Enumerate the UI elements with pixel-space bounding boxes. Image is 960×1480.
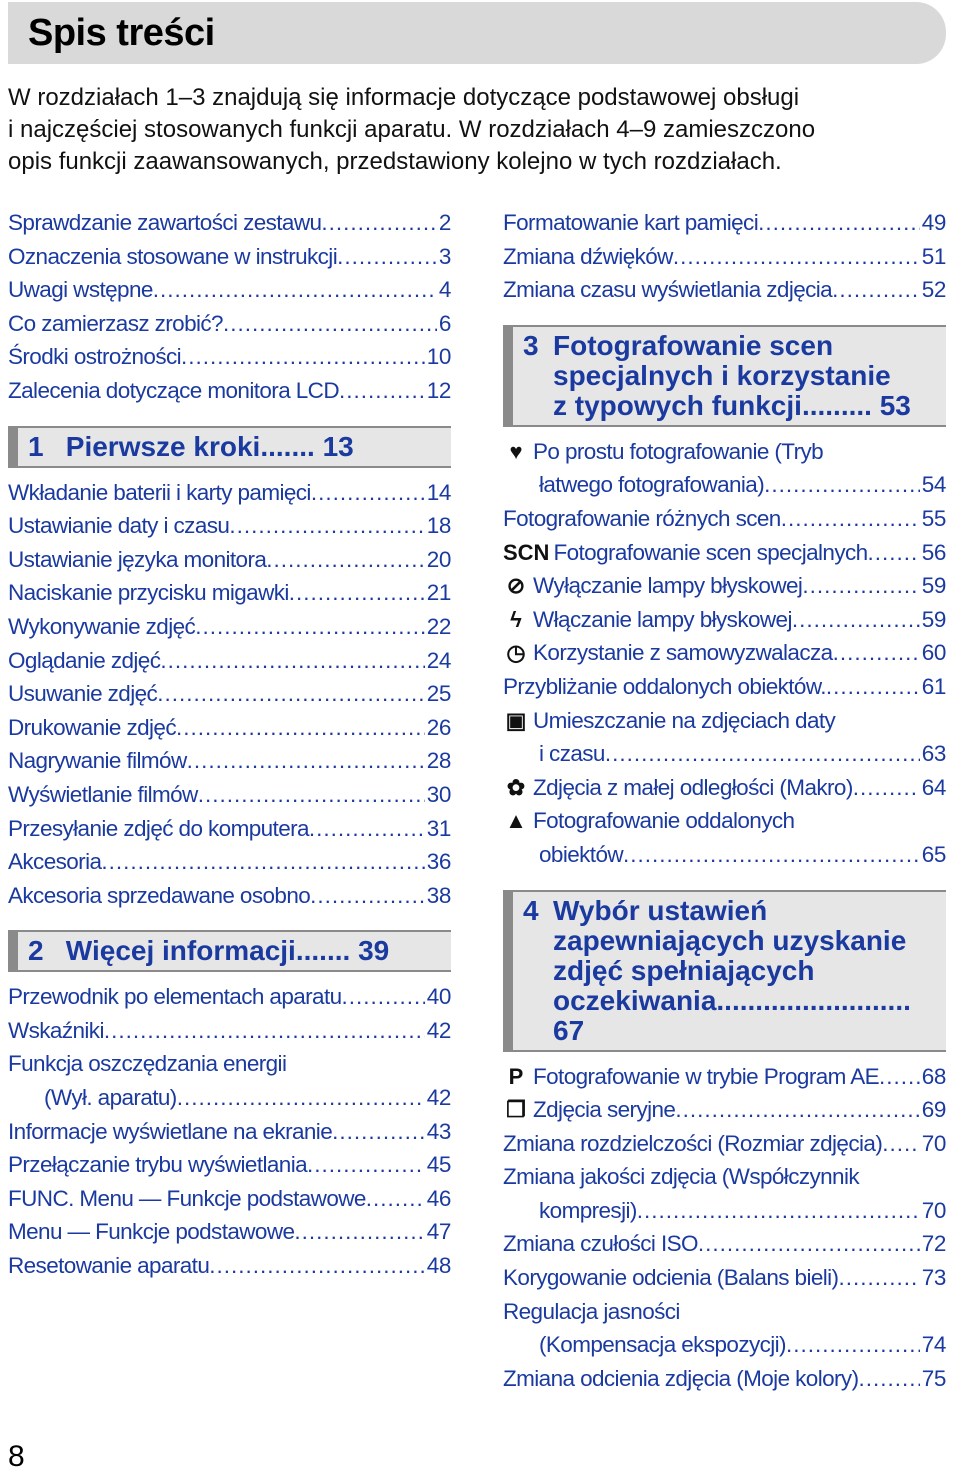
leader-dots <box>307 1148 425 1182</box>
toc-entry-page: 52 <box>921 277 946 303</box>
toc-entry[interactable] <box>8 307 451 341</box>
toc-entry-page: 43 <box>426 1118 451 1144</box>
leader-dots <box>337 240 437 274</box>
toc-entry-page: 12 <box>426 377 451 403</box>
toc-entry-label: Sprawdzanie zawartości zestawu <box>8 210 322 235</box>
toc-entry-page: 42 <box>426 1017 451 1043</box>
toc-entry[interactable] <box>503 435 946 469</box>
leader-dots <box>853 771 920 805</box>
toc-entry[interactable] <box>503 1362 946 1396</box>
chapter-title: Więcej informacji <box>65 935 296 967</box>
toc-entry-label: Przełączanie trybu wyświetlania <box>8 1152 308 1178</box>
toc-entry[interactable] <box>503 737 946 771</box>
page-number: 8 <box>8 1440 25 1473</box>
leader-dots <box>309 812 425 846</box>
toc-entry[interactable] <box>503 1328 946 1362</box>
toc-entry-page: 3 <box>438 243 451 269</box>
leader-dots <box>339 374 425 408</box>
leader-dots <box>310 879 425 913</box>
toc-entry-label: FUNC. Menu — Funkcje podstawowe <box>8 1185 366 1211</box>
toc-entry-label: Oznaczenia stosowane w instrukcji <box>8 243 338 269</box>
leader-dots <box>673 240 920 274</box>
toc-entry-label: Co zamierzasz zrobić? <box>8 310 223 336</box>
toc-entry-label: Zdjęcia z małej odległości (Makro) <box>533 774 853 800</box>
toc-entry-label: Zmiana czasu wyświetlania zdjęcia <box>503 277 833 303</box>
leader-dots <box>195 610 425 644</box>
toc-entry[interactable] <box>8 812 451 846</box>
intro-paragraph <box>8 82 908 178</box>
toc-entry-label: Zmiana dźwięków <box>503 243 673 269</box>
toc-entry-page: 47 <box>426 1219 451 1245</box>
leader-dots <box>266 543 424 577</box>
toc-entry-label: Wyłączanie lampy błyskowej <box>533 573 803 599</box>
leader-dots <box>781 502 920 536</box>
toc-entry-page: 74 <box>921 1332 946 1358</box>
toc-entry[interactable] <box>8 1115 451 1149</box>
toc-entry[interactable] <box>503 1093 946 1127</box>
toc-entry-label: i czasu <box>539 741 605 767</box>
date-stamp-icon: ▣ <box>505 707 527 733</box>
toc-entry[interactable] <box>503 468 946 502</box>
leader-dots <box>177 1081 425 1115</box>
leader-dots <box>157 677 425 711</box>
toc-entry-label: Akcesoria <box>8 849 102 875</box>
toc-entry[interactable] <box>503 1060 946 1094</box>
leader-dots <box>101 845 424 879</box>
toc-entry[interactable] <box>503 273 946 307</box>
leader-dots <box>623 838 920 872</box>
toc-entry-label: Wskaźniki <box>8 1017 104 1043</box>
chapter-page: 53 <box>879 389 911 421</box>
chapter-title-line: zapewniających uzyskanie <box>553 924 907 956</box>
leader-dots <box>176 711 425 745</box>
leader-dots <box>802 569 919 603</box>
toc-entry-label: Fotografowanie scen specjalnych <box>553 539 868 565</box>
toc-entry[interactable] <box>8 677 451 711</box>
toc-entry[interactable] <box>503 569 946 603</box>
leader-dots <box>160 644 424 678</box>
toc-entry-page: 45 <box>426 1152 451 1178</box>
toc-entry[interactable] <box>8 1047 451 1081</box>
chapter-page: 13 <box>322 430 354 462</box>
toc-entry-page: 68 <box>921 1063 946 1089</box>
toc-entry-page: 64 <box>921 774 946 800</box>
toc-entry[interactable] <box>8 778 451 812</box>
page-title: Spis treści <box>28 12 215 54</box>
toc-entry-label: Korygowanie odcienia (Balans bieli) <box>503 1265 839 1291</box>
leader-dots <box>832 273 920 307</box>
chapter-dots: ....... <box>260 430 315 462</box>
leader-dots <box>153 273 437 307</box>
program-icon: P <box>508 1063 524 1089</box>
toc-entry-label: obiektów <box>539 841 624 867</box>
toc-entry-label: Oglądanie zdjęć <box>8 647 161 673</box>
toc-entry-label: Zmiana odcienia zdjęcia (Moje kolory) <box>503 1365 859 1391</box>
chapter-title: Pierwsze kroki <box>65 430 261 462</box>
chapter-4-heading[interactable] <box>503 890 946 1052</box>
toc-entry-label: Uwagi wstępne <box>8 277 153 303</box>
toc-entry-page: 69 <box>921 1097 946 1123</box>
toc-entry-page: 72 <box>921 1231 946 1257</box>
toc-entry-page: 46 <box>426 1185 451 1211</box>
intro-line: opis funkcji zaawansowanych, przedstawiony kolejno w tych rozdziałach. <box>8 148 782 175</box>
toc-entry[interactable] <box>8 476 451 510</box>
toc-entry-label: Nagrywanie filmów <box>8 748 187 774</box>
toc-entry-label: Zmiana czułości ISO <box>503 1231 698 1257</box>
leader-dots <box>289 576 425 610</box>
leader-dots <box>786 1328 920 1362</box>
chapter-number: 3 <box>523 329 539 361</box>
leader-dots <box>366 1182 425 1216</box>
toc-entry[interactable] <box>503 1295 946 1329</box>
toc-entry[interactable] <box>503 1261 946 1295</box>
toc-entry-page: 59 <box>921 573 946 599</box>
toc-entry[interactable] <box>8 576 451 610</box>
toc-entry[interactable] <box>8 845 451 879</box>
toc-entry[interactable] <box>8 744 451 778</box>
toc-entry-page: 24 <box>426 647 451 673</box>
self-timer-icon: ◷ <box>506 640 526 666</box>
chapter-title-line: oczekiwania <box>553 984 717 1016</box>
toc-entry-page: 48 <box>426 1253 451 1279</box>
toc-entry-label: Po prostu fotografowanie (Tryb <box>533 438 824 464</box>
chapter-dots: ....... <box>295 935 351 967</box>
toc-section-chapter-3 <box>503 435 946 872</box>
toc-section-chapter-4 <box>503 1060 946 1396</box>
chapter-dots: ......................... <box>716 984 911 1016</box>
toc-entry[interactable] <box>503 771 946 805</box>
toc-entry[interactable] <box>8 240 451 274</box>
toc-entry-label: Fotografowanie oddalonych <box>533 808 795 834</box>
chapter-page: 67 <box>553 1014 585 1046</box>
toc-entry-page: 56 <box>921 539 946 565</box>
toc-entry[interactable] <box>503 240 946 274</box>
toc-entry[interactable] <box>503 206 946 240</box>
toc-entry[interactable] <box>503 603 946 637</box>
toc-entry[interactable] <box>8 273 451 307</box>
toc-entry[interactable] <box>8 509 451 543</box>
chapter-title-line: Wybór ustawień <box>553 894 768 926</box>
toc-entry-page: 54 <box>921 472 946 498</box>
toc-entry-label: Ustawianie daty i czasu <box>8 513 230 539</box>
toc-entry[interactable] <box>503 804 946 838</box>
leader-dots <box>637 1194 920 1228</box>
toc-entry[interactable] <box>8 1014 451 1048</box>
toc-entry-page: 25 <box>426 681 451 707</box>
leader-dots <box>311 476 425 510</box>
macro-icon: ✿ <box>506 774 526 800</box>
toc-entry[interactable] <box>8 340 451 374</box>
toc-entry-page: 38 <box>426 882 451 908</box>
leader-dots <box>833 636 920 670</box>
toc-entry-label: Fotografowanie różnych scen <box>503 505 781 531</box>
toc-entry[interactable] <box>8 711 451 745</box>
leader-dots <box>187 744 425 778</box>
leader-dots <box>332 1115 425 1149</box>
toc-entry-label: Przewodnik po elementach aparatu <box>8 984 342 1010</box>
toc-entry-label: Korzystanie z samowyzwalacza <box>533 640 833 666</box>
toc-entry-page: 28 <box>426 748 451 774</box>
toc-entry[interactable] <box>8 374 451 408</box>
leader-dots <box>229 509 424 543</box>
toc-entry-label: kompresji) <box>539 1197 637 1223</box>
toc-entry-label: Ustawianie języka monitora <box>8 546 267 572</box>
toc-entry[interactable] <box>8 879 451 913</box>
toc-entry-page: 4 <box>438 277 451 303</box>
toc-section-chapter-1 <box>8 476 451 913</box>
toc-entry-label: Przesyłanie zdjęć do komputera <box>8 815 309 841</box>
toc-entry-page: 18 <box>426 513 451 539</box>
toc-entry-label: (Kompensacja ekspozycji) <box>539 1332 786 1358</box>
leader-dots <box>758 206 920 240</box>
toc-entry-page: 26 <box>426 714 451 740</box>
toc-entry-page: 61 <box>921 673 946 699</box>
toc-entry[interactable] <box>503 536 946 570</box>
flash-off-icon: ⊘ <box>506 573 526 599</box>
toc-entry-page: 31 <box>426 815 451 841</box>
continuous-icon: ❐ <box>506 1097 526 1123</box>
chapter-number: 1 <box>28 430 44 462</box>
chapter-title-line: specjalnych i korzystanie <box>553 359 891 391</box>
leader-dots <box>605 737 920 771</box>
toc-entry-label: Formatowanie kart pamięci <box>503 210 759 235</box>
toc-entry[interactable] <box>8 610 451 644</box>
leader-dots <box>104 1014 425 1048</box>
leader-dots <box>209 1249 425 1283</box>
toc-entry-label: Naciskanie przycisku migawki <box>8 580 289 606</box>
toc-entry-label: Fotografowanie w trybie Program AE <box>533 1063 880 1089</box>
toc-entry-page: 30 <box>426 781 451 807</box>
toc-entry-page: 75 <box>921 1365 946 1391</box>
toc-entry-label: Wykonywanie zdjęć <box>8 613 196 639</box>
toc-entry[interactable] <box>8 543 451 577</box>
leader-dots <box>764 468 920 502</box>
toc-entry-label: Menu — Funkcje podstawowe <box>8 1219 295 1245</box>
toc-entry-label: Drukowanie zdjęć <box>8 714 176 740</box>
toc-entry-page: 55 <box>921 505 946 531</box>
infinity-icon: ▲ <box>505 808 527 834</box>
chapter-title-line: zdjęć spełniających <box>553 954 815 986</box>
toc-entry-page: 73 <box>921 1265 946 1291</box>
leader-dots <box>294 1215 424 1249</box>
chapter-title-line: Fotografowanie scen <box>553 329 834 361</box>
toc-left-column <box>8 206 451 1283</box>
intro-line: i najczęściej stosowanych funkcji aparatu. W rozdziałach 4–9 zamieszczono <box>8 116 816 143</box>
chapter-1-heading[interactable] <box>8 426 451 468</box>
toc-entry-page: 20 <box>426 546 451 572</box>
toc-entry-label: Usuwanie zdjęć <box>8 681 158 707</box>
toc-entry-label: Resetowanie aparatu <box>8 1253 210 1279</box>
toc-entry[interactable] <box>503 1127 946 1161</box>
toc-entry-label: Środki ostrożności <box>8 344 182 370</box>
toc-entry-page: 49 <box>921 210 946 235</box>
toc-entry-label: Funkcja oszczędzania energii <box>8 1051 287 1077</box>
toc-right-column <box>503 206 946 1395</box>
toc-section-front <box>8 206 451 408</box>
toc-entry[interactable] <box>8 1249 451 1283</box>
toc-entry[interactable] <box>503 1160 946 1194</box>
leader-dots <box>882 1127 920 1161</box>
toc-entry-label: Zalecenia dotyczące monitora LCD <box>8 377 339 403</box>
toc-entry-label: Przybliżanie oddalonych obiektów. <box>503 673 826 699</box>
toc-entry-page: 40 <box>426 984 451 1010</box>
toc-entry[interactable] <box>503 1227 946 1261</box>
leader-dots <box>792 603 920 637</box>
toc-entry-label: Zdjęcia seryjne <box>533 1097 676 1123</box>
title-bar <box>8 2 946 64</box>
chapter-2-heading[interactable] <box>8 930 451 972</box>
toc-entry-page: 36 <box>426 849 451 875</box>
leader-dots <box>826 670 920 704</box>
toc-entry-page: 70 <box>921 1197 946 1223</box>
toc-entry[interactable] <box>503 670 946 704</box>
chapter-title-line: z typowych funkcji <box>553 389 802 421</box>
toc-entry[interactable] <box>8 644 451 678</box>
toc-entry-page: 2 <box>438 210 451 235</box>
toc-entry[interactable] <box>8 1182 451 1216</box>
toc-section-continued <box>503 206 946 307</box>
toc-entry[interactable] <box>503 704 946 738</box>
leader-dots <box>321 206 436 240</box>
leader-dots <box>838 1261 919 1295</box>
scn-icon: SCN <box>503 539 550 565</box>
toc-entry-label: łatwego fotografowania) <box>539 472 765 498</box>
toc-entry-page: 42 <box>426 1085 451 1111</box>
toc-entry-page: 6 <box>438 310 451 336</box>
toc-entry-page: 60 <box>921 640 946 666</box>
leader-dots <box>879 1060 920 1094</box>
leader-dots <box>698 1227 920 1261</box>
toc-entry[interactable] <box>8 980 451 1014</box>
toc-entry-page: 65 <box>921 841 946 867</box>
toc-entry-label: (Wył. aparatu) <box>44 1085 177 1111</box>
toc-entry-page: 63 <box>921 741 946 767</box>
chapter-number: 2 <box>28 935 44 967</box>
toc-entry[interactable] <box>503 838 946 872</box>
leader-dots <box>858 1362 919 1396</box>
toc-entry[interactable] <box>8 1215 451 1249</box>
toc-entry[interactable] <box>503 502 946 536</box>
chapter-number: 4 <box>523 894 539 926</box>
toc-entry-page: 21 <box>426 580 451 606</box>
toc-entry-page: 14 <box>426 479 451 505</box>
toc-entry-label: Zmiana rozdzielczości (Rozmiar zdjęcia) <box>503 1130 883 1156</box>
toc-entry[interactable] <box>8 206 451 240</box>
toc-entry-label: Akcesoria sprzedawane osobno <box>8 882 311 908</box>
toc-entry[interactable] <box>503 1194 946 1228</box>
leader-dots <box>342 980 425 1014</box>
leader-dots <box>675 1093 919 1127</box>
toc-entry-label: Umieszczanie na zdjęciach daty <box>533 707 836 733</box>
leader-dots <box>181 340 425 374</box>
toc-entry-label: Zmiana jakości zdjęcia (Współczynnik <box>503 1164 860 1190</box>
toc-entry-page: 22 <box>426 613 451 639</box>
toc-entry-label: Informacje wyświetlane na ekranie <box>8 1118 333 1144</box>
leader-dots <box>198 778 425 812</box>
toc-entry-page: 59 <box>921 606 946 632</box>
leader-dots <box>868 536 920 570</box>
toc-section-chapter-2 <box>8 980 451 1282</box>
toc-entry-page: 70 <box>921 1130 946 1156</box>
chapter-3-heading[interactable] <box>503 325 946 427</box>
toc-entry-label: Włączanie lampy błyskowej <box>533 606 792 632</box>
leader-dots <box>223 307 437 341</box>
toc-entry-label: Wyświetlanie filmów <box>8 781 198 807</box>
toc-entry-page: 10 <box>426 344 451 370</box>
toc-entry[interactable] <box>8 1081 451 1115</box>
flash-on-icon: ϟ <box>510 606 522 632</box>
toc-entry-page: 51 <box>921 243 946 269</box>
toc-entry[interactable] <box>503 636 946 670</box>
chapter-dots: ......... <box>801 389 872 421</box>
toc-entry-label: Wkładanie baterii i karty pamięci <box>8 479 311 505</box>
toc-entry[interactable] <box>8 1148 451 1182</box>
intro-line: W rozdziałach 1–3 znajdują się informacje dotyczące podstawowej obsługi <box>8 84 800 111</box>
chapter-page: 39 <box>358 935 390 967</box>
auto-mode-icon: ♥ <box>509 438 523 464</box>
toc-entry-label: Regulacja jasności <box>503 1298 680 1324</box>
